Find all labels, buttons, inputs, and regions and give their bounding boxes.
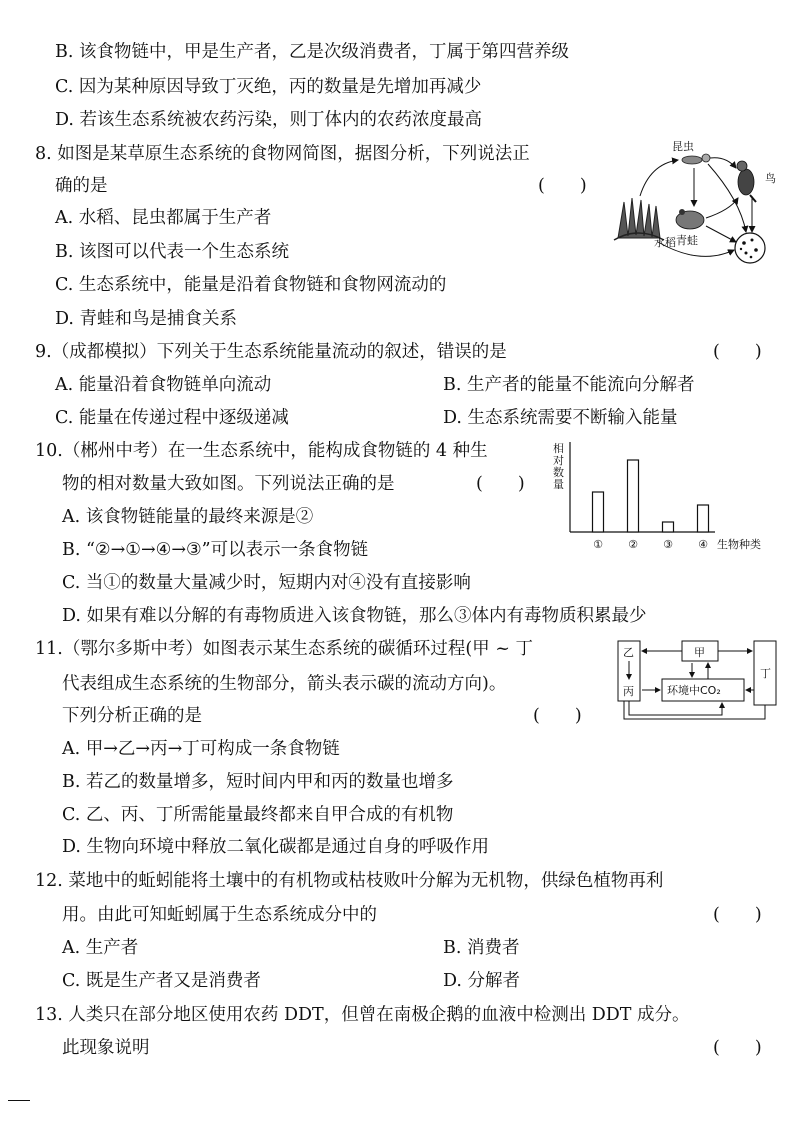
carbon-cycle-diagram bbox=[612, 635, 782, 725]
q11-option-a: A. 甲→乙→丙→丁可构成一条食物链 bbox=[62, 739, 340, 759]
q10-option-a: A. 该食物链能量的最终来源是② bbox=[62, 507, 314, 527]
q11-stem-line1: 11.（鄂尔多斯中考）如图表示某生态系统的碳循环过程(甲 ~ 丁 bbox=[35, 639, 533, 659]
q8-stem-line2: 确的是 bbox=[55, 176, 108, 196]
q9-option-b: B. 生产者的能量不能流向分解者 bbox=[443, 375, 695, 395]
q8-option-d: D. 青蛙和鸟是捕食关系 bbox=[55, 309, 238, 329]
bird-label: 鸟 bbox=[765, 172, 776, 185]
q11-option-d: D. 生物向环境中释放二氧化碳都是通过自身的呼吸作用 bbox=[62, 837, 490, 857]
svg-text:相对数量: 相对数量 bbox=[553, 442, 564, 491]
q8-option-a: A. 水稻、昆虫都属于生产者 bbox=[55, 208, 272, 228]
insect-label: 昆虫 bbox=[672, 140, 694, 153]
x-tick-label-4: ④ bbox=[698, 538, 708, 551]
q8-answer-paren: ( ) bbox=[538, 176, 587, 196]
q11-stem-line3: 下列分析正确的是 bbox=[62, 706, 202, 726]
x-tick-label-1: ① bbox=[593, 538, 603, 551]
q10-stem-line1: 10.（郴州中考）在一生态系统中，能构成食物链的 4 种生 bbox=[35, 441, 488, 461]
relative-quantity-bar-chart bbox=[545, 438, 785, 558]
q10-option-c: C. 当①的数量大量减少时，短期内对④没有直接影响 bbox=[62, 573, 471, 593]
env-co2-label: 环境中CO₂ bbox=[667, 684, 721, 697]
bing-label: 丙 bbox=[623, 685, 634, 698]
q12-stem-line2: 用。由此可知蚯蚓属于生态系统成分中的 bbox=[62, 905, 377, 925]
bar-2 bbox=[628, 460, 639, 532]
q13-stem-line2: 此现象说明 bbox=[62, 1038, 150, 1058]
q9-option-d: D. 生态系统需要不断输入能量 bbox=[443, 408, 678, 428]
q10-option-b: B. “②→①→④→③”可以表示一条食物链 bbox=[62, 540, 369, 560]
page-footer-rule bbox=[8, 1100, 30, 1101]
q8-stem-line1: 8. 如图是某草原生态系统的食物网简图，据图分析，下列说法正 bbox=[35, 144, 530, 164]
prev-option-d: D. 若该生态系统被农药污染，则丁体内的农药浓度最高 bbox=[55, 110, 483, 130]
q10-answer-paren: ( ) bbox=[476, 474, 525, 494]
q9-option-c: C. 能量在传递过程中逐级递减 bbox=[55, 408, 289, 428]
decomposer-icon bbox=[735, 233, 765, 263]
x-tick-label-2: ② bbox=[628, 538, 638, 551]
jia-label: 甲 bbox=[694, 646, 705, 659]
q12-answer-paren: ( ) bbox=[713, 905, 762, 925]
q9-answer-paren: ( ) bbox=[713, 342, 762, 362]
frog-icon bbox=[676, 209, 704, 229]
food-web-figure bbox=[610, 140, 790, 270]
bar-3 bbox=[663, 522, 674, 532]
q11-option-c: C. 乙、丙、丁所需能量最终都来自甲合成的有机物 bbox=[62, 805, 454, 825]
q12-option-c: C. 既是生产者又是消费者 bbox=[62, 971, 261, 991]
x-tick-label-3: ③ bbox=[663, 538, 673, 551]
q12-stem-line1: 12. 菜地中的蚯蚓能将土壤中的有机物或枯枝败叶分解为无机物，供绿色植物再利 bbox=[35, 871, 664, 891]
q12-option-b: B. 消费者 bbox=[443, 938, 520, 958]
q9-stem: 9.（成都模拟）下列关于生态系统能量流动的叙述，错误的是 bbox=[35, 342, 507, 362]
q12-option-d: D. 分解者 bbox=[443, 971, 521, 991]
bar-4 bbox=[698, 505, 709, 532]
q11-stem-line2: 代表组成生态系统的生物部分，箭头表示碳的流动方向)。 bbox=[62, 674, 507, 694]
q12-option-a: A. 生产者 bbox=[62, 938, 139, 958]
bar-1 bbox=[593, 492, 604, 532]
q13-stem-line1: 13. 人类只在部分地区使用农药 DDT，但曾在南极企鹅的血液中检测出 DDT 成分。 bbox=[35, 1005, 690, 1025]
q13-answer-paren: ( ) bbox=[713, 1038, 762, 1058]
q9-option-a: A. 能量沿着食物链单向流动 bbox=[55, 375, 272, 395]
rice-label: 水稻 bbox=[654, 236, 676, 249]
y-axis-label bbox=[553, 441, 564, 491]
q10-option-d: D. 如果有难以分解的有毒物质进入该食物链，那么③体内有毒物质积累最少 bbox=[62, 606, 647, 626]
x-axis-label: 生物种类 bbox=[717, 538, 761, 551]
q11-option-b: B. 若乙的数量增多，短时间内甲和丙的数量也增多 bbox=[62, 772, 454, 792]
prev-option-c: C. 因为某种原因导致丁灭绝，丙的数量是先增加再减少 bbox=[55, 77, 482, 97]
q8-option-c: C. 生态系统中，能量是沿着食物链和食物网流动的 bbox=[55, 275, 447, 295]
prev-option-b: B. 该食物链中，甲是生产者，乙是次级消费者，丁属于第四营养级 bbox=[55, 42, 569, 62]
bird-icon bbox=[737, 161, 756, 202]
q8-option-b: B. 该图可以代表一个生态系统 bbox=[55, 242, 289, 262]
q11-answer-paren: ( ) bbox=[533, 706, 582, 726]
frog-label: 青蛙 bbox=[676, 234, 698, 247]
q10-stem-line2: 物的相对数量大致如图。下列说法正确的是 bbox=[62, 474, 395, 494]
yi-label: 乙 bbox=[623, 646, 634, 659]
insect-icon bbox=[682, 154, 710, 164]
ding-label: 丁 bbox=[760, 667, 771, 680]
rice-plant-icon bbox=[614, 198, 664, 240]
